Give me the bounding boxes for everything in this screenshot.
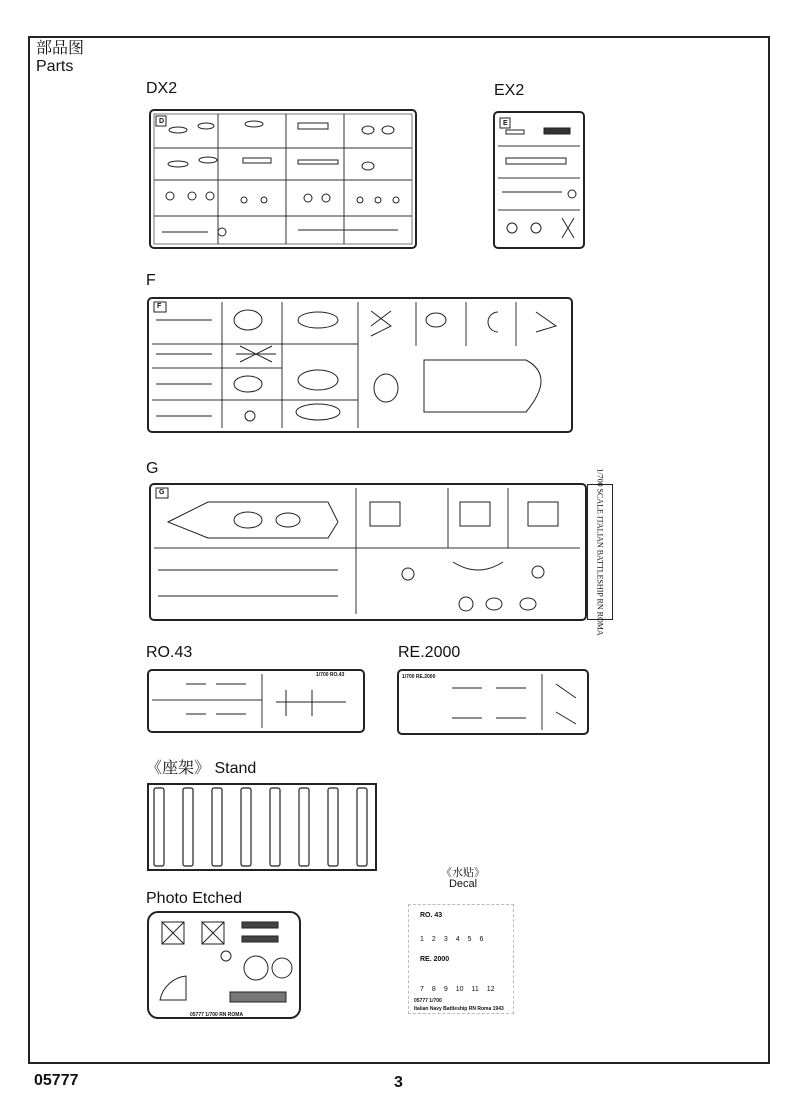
section-title-ex2: EX2: [494, 82, 525, 99]
footer-page-number: 3: [394, 1074, 403, 1091]
section-title-g: G: [146, 460, 159, 477]
g-sprue-letter: G: [159, 489, 165, 496]
decal-num: 2: [431, 936, 436, 943]
decal-num: 10: [455, 986, 464, 993]
section-title-photo-etched: Photo Etched: [146, 890, 243, 907]
sprue-dx2: [148, 108, 418, 250]
decal-footer-1: 05777 1/700: [414, 998, 442, 1004]
header-title-en: Parts: [36, 58, 74, 75]
decal-num: 6: [479, 936, 484, 943]
dx2-sprue-letter: D: [159, 118, 165, 125]
decal-num: 11: [471, 986, 479, 993]
photo-etched-fret: [146, 910, 302, 1020]
header-title-cn: 部品图: [36, 40, 85, 57]
ro43-sprue-label: 1/700 RO.43: [316, 672, 345, 678]
decal-re2000-numbers: [420, 986, 495, 993]
decal-ro43-numbers: [420, 936, 483, 943]
decal-num: 7: [420, 986, 424, 993]
re2000-sprue-label: 1/700 RE.2000: [402, 674, 436, 680]
decal-num: 3: [443, 936, 448, 943]
decal-num: 12: [486, 986, 495, 993]
decal-title-en: Decal: [448, 878, 478, 890]
decal-num: 9: [443, 986, 448, 993]
g-side-label: 1/700 SCALE ITALIAN BATTLESHIP RN ROMA: [595, 468, 605, 636]
sprue-ex2: [492, 110, 586, 250]
section-title-f: F: [146, 272, 156, 289]
f-sprue-letter: F: [157, 303, 162, 310]
decal-num: 1: [420, 936, 424, 943]
decal-num: 4: [455, 936, 460, 943]
sprue-g: [148, 482, 588, 622]
sprue-f: [146, 296, 574, 434]
pe-fret-label: 05777 1/700 RN ROMA: [190, 1012, 244, 1018]
decal-re2000-label: RE. 2000: [420, 956, 450, 963]
ex2-sprue-letter: E: [503, 120, 508, 127]
stand-sprue: [146, 782, 378, 872]
section-title-stand: 《座架》 Stand: [146, 760, 257, 777]
decal-num: 5: [467, 936, 472, 943]
decal-title-cn: 《水贴》: [441, 867, 485, 879]
decal-num: 8: [431, 986, 436, 993]
section-title-re2000: RE.2000: [398, 644, 461, 661]
section-title-dx2: DX2: [146, 80, 178, 97]
footer-code: 05777: [34, 1072, 79, 1089]
decal-ro43-label: RO. 43: [420, 912, 443, 919]
decal-footer-2: Italian Navy Battleship RN Roma 1943: [414, 1006, 504, 1012]
section-title-ro43: RO.43: [146, 644, 193, 661]
